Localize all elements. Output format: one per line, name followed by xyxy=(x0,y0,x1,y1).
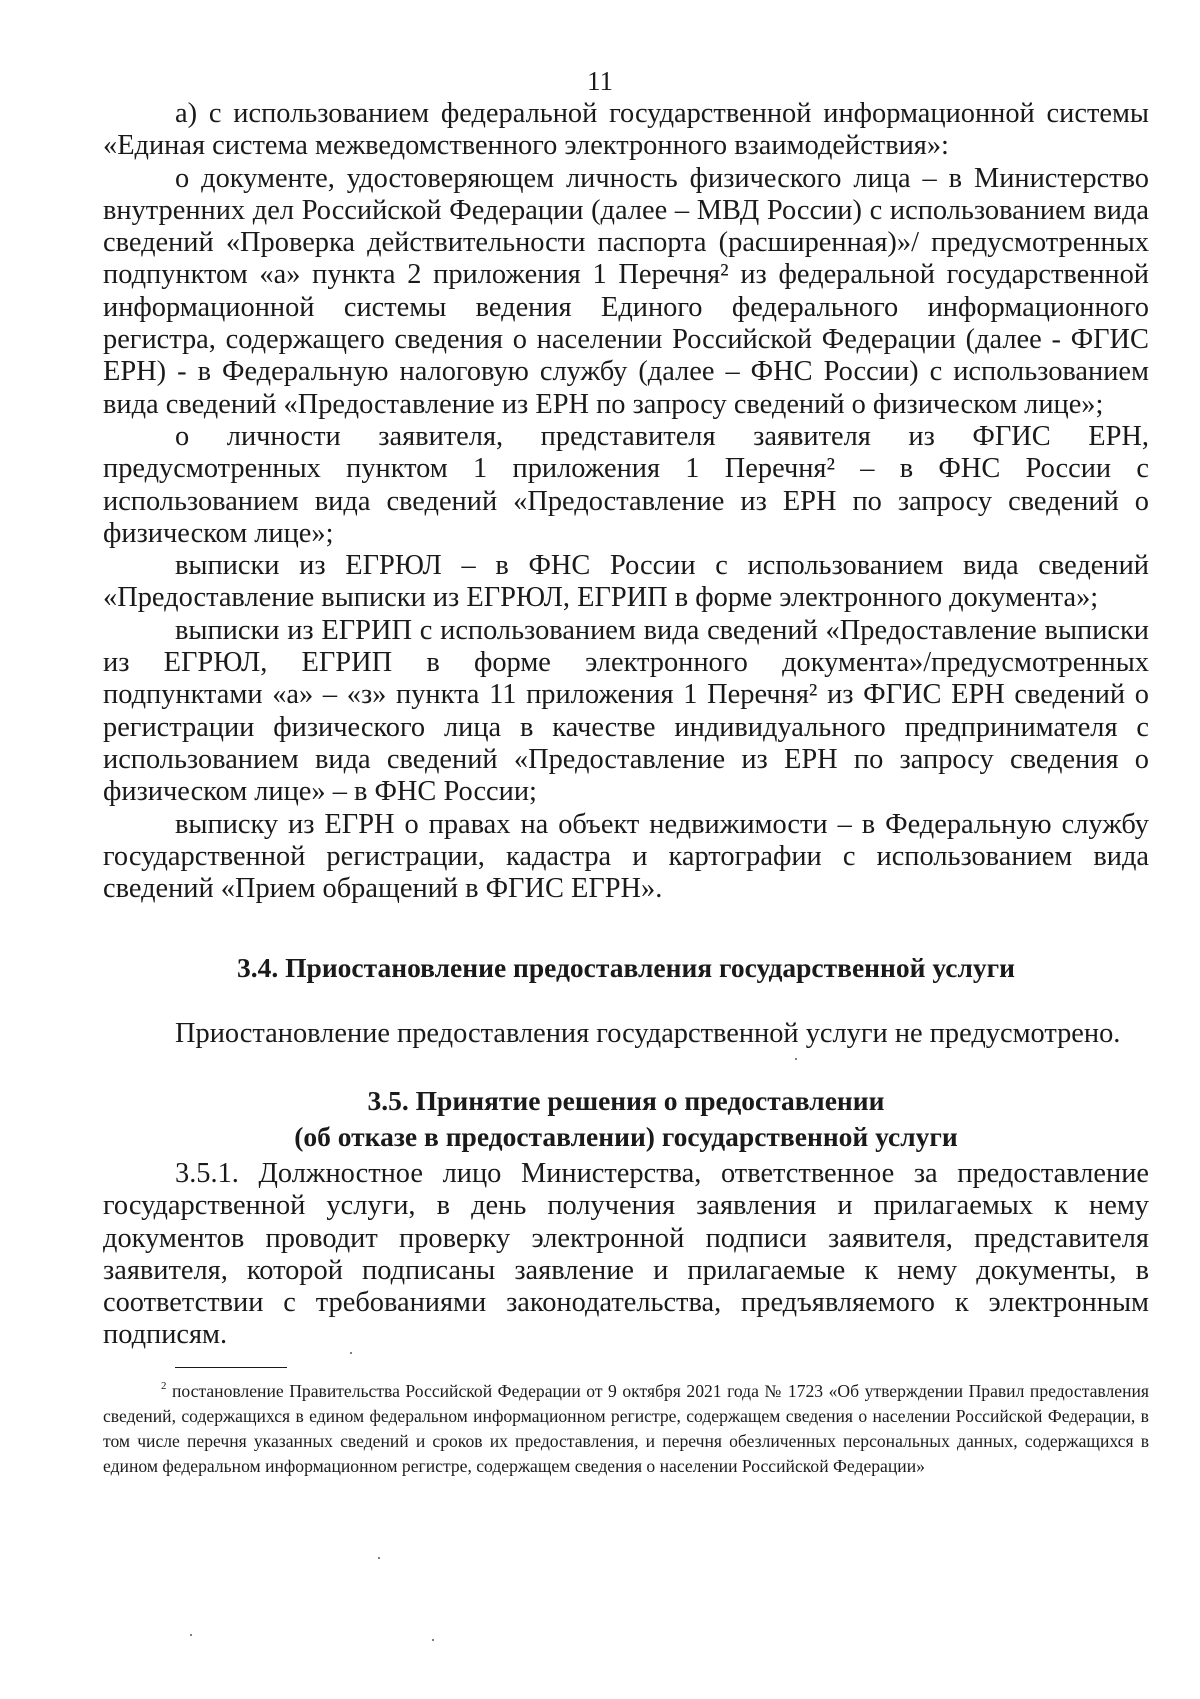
footnote xyxy=(103,1379,1149,1479)
paragraph-egrul-extract: выписки из ЕГРЮЛ – в ФНС России с использованием вида сведений «Предоставление выписки из ЕГРЮЛ, ЕГРИП в форме электронного документа»; xyxy=(103,550,1149,614)
paragraph-egrn-extract: выписку из ЕГРН о правах на объект недвижимости – в Федеральную службу государственной регистрации, кадастра и картографии с использованием вида сведений «Прием обращений в ФГИС ЕГРН». xyxy=(103,808,1149,905)
scan-speck xyxy=(795,1058,797,1060)
paragraph-egrip-extract: выписки из ЕГРИП с использованием вида сведений «Предоставление выписки из ЕГРЮЛ, ЕГРИП в форме электронного документа»/предусмотренных подпунктами «а» – «з» пункта 11 приложения 1 Перечня² из ФГИС ЕРН сведений о регистрации физического лица в качестве индивидуального предпринимателя с использованием вида сведений «Предоставление из ЕРН по запросу сведения о физическом лице» – в ФНС России; xyxy=(103,614,1149,808)
main-body xyxy=(103,98,1149,905)
paragraph-intro: а) с использованием федеральной государственной информационной системы «Единая система межведомственного электронного взаимодействия»: xyxy=(103,98,1149,162)
scan-speck xyxy=(190,1634,192,1636)
paragraph-applicant-identity: о личности заявителя, представителя заявителя из ФГИС ЕРН, предусмотренных пунктом 1 приложения 1 Перечня² – в ФНС России с использованием вида сведений «Предоставление из ЕРН по запросу сведений о физическом лице»; xyxy=(103,420,1149,549)
section-heading-3-5 xyxy=(103,1083,1149,1155)
footnote-marker: 2 xyxy=(161,1379,167,1392)
paragraph-3-5-1: 3.5.1. Должностное лицо Министерства, ответственное за предоставление государственной услуги, в день получения заявления и прилагаемых к нему документов проводит проверку электронной подписи заявителя, представителя заявителя, которой подписаны заявление и прилагаемые к нему документы, в соответствии с требованиями законодательства, предъявляемого к электронным подписям. xyxy=(103,1158,1149,1351)
scan-speck xyxy=(432,1639,434,1641)
paragraph-identity-document: о документе, удостоверяющем личность физического лица – в Министерство внутренних дел Российской Федерации (далее – МВД России) с использованием вида сведений «Проверка действительности паспорта (расширенная)»/ предусмотренных подпунктом «а» пункта 2 приложения 1 Перечня² из федеральной государственной информационной системы ведения Единого федерального информационного регистра, содержащего сведения о населении Российской Федерации (далее - ФГИС ЕРН) - в Федеральную налоговую службу (далее – ФНС России) с использованием вида сведений «Предоставление из ЕРН по запросу сведений о физическом лице»; xyxy=(103,162,1149,420)
scan-speck xyxy=(350,1352,352,1354)
footnote-divider xyxy=(175,1367,287,1368)
section-heading-3-4: 3.4. Приостановление предоставления государственной услуги xyxy=(237,952,1015,983)
section-heading-3-5-line1: 3.5. Принятие решения о предоставлении xyxy=(367,1085,885,1116)
section-heading-3-5-line2: (об отказе в предоставлении) государственной услуги xyxy=(294,1121,958,1152)
footnote-text: постановление Правительства Российской Федерации от 9 октября 2021 года № 1723 «Об утверждении Правил предоставления сведений, содержащихся в едином федеральном информационном регистре, содержащем сведения о населении Российской Федерации, в том числе перечня указанных сведений и сроков их предоставления, и перечня обезличенных персональных данных, содержащихся в едином федеральном информационном регистре, содержащем сведения о населении Российской Федерации» xyxy=(103,1381,1149,1476)
page-number: 11 xyxy=(587,66,613,96)
paragraph-suspension: Приостановление предоставления государственной услуги не предусмотрено. xyxy=(175,1018,1121,1049)
scan-speck xyxy=(378,1557,380,1559)
